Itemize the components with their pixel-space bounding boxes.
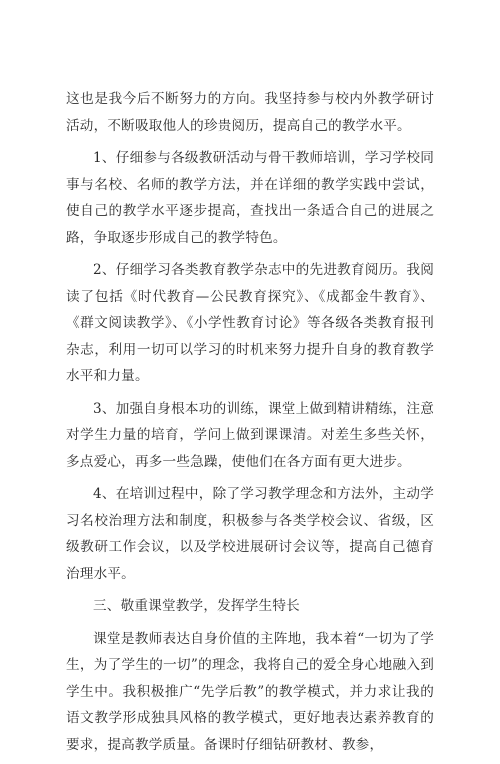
paragraph-intro: 这也是我今后不断努力的方向。我坚持参与校内外教学研讨活动，不断吸取他人的珍贵阅历，提高自己的教学水平。 — [66, 91, 434, 134]
paragraph-item-1: 1、仔细参与各级教研活动与骨干教师培训，学习学校同事与名校、名师的教学方法，并在详细的教学实践中尝试，使自己的教学水平逐步提高，查找出一条适合自己的进展之路，争取逐步形成自己的教学特色。 — [66, 150, 434, 246]
section-heading: 三、敬重课堂教学，发挥学生特长 — [93, 598, 300, 614]
document-body — [66, 86, 434, 764]
paragraph-item-3: 3、加强自身根本功的训练，课堂上做到精讲精练，注意对学生力量的培育，学问上做到课课清。对差生多些关怀，多点爱心，再多一些急躁，使他们在各方面有更大进步。 — [66, 400, 434, 470]
paragraph-classroom: 课堂是教师表达自身价值的主阵地，我本着“一切为了学生，为了学生的一切”的理念，我将自己的爱全身心地融入到学生中。我积极推广“先学后教”的教学模式，并力求让我的语文教学形成独具风格的教学模式，更好地表达素养教育的要求，提高教学质量。备课时仔细钻研教材、教参， — [66, 630, 434, 753]
paragraph-item-2: 2、仔细学习各类教育教学杂志中的先进教育阅历。我阅读了包括《时代教育—公民教育探究》、《成都金牛教育》、《群文阅读教学》、《小学性教育讨论》等各级各类教育报刊杂志，利用一切可以学习的时机来努力提升自身的教育教学水平和力量。 — [66, 262, 434, 384]
paragraph-item-4: 4、在培训过程中，除了学习教学理念和方法外，主动学习名校治理方法和制度，积极参与各类学校会议、省级，区级教研工作会议，以及学校进展研讨会议等，提高自己德育治理水平。 — [66, 486, 434, 582]
